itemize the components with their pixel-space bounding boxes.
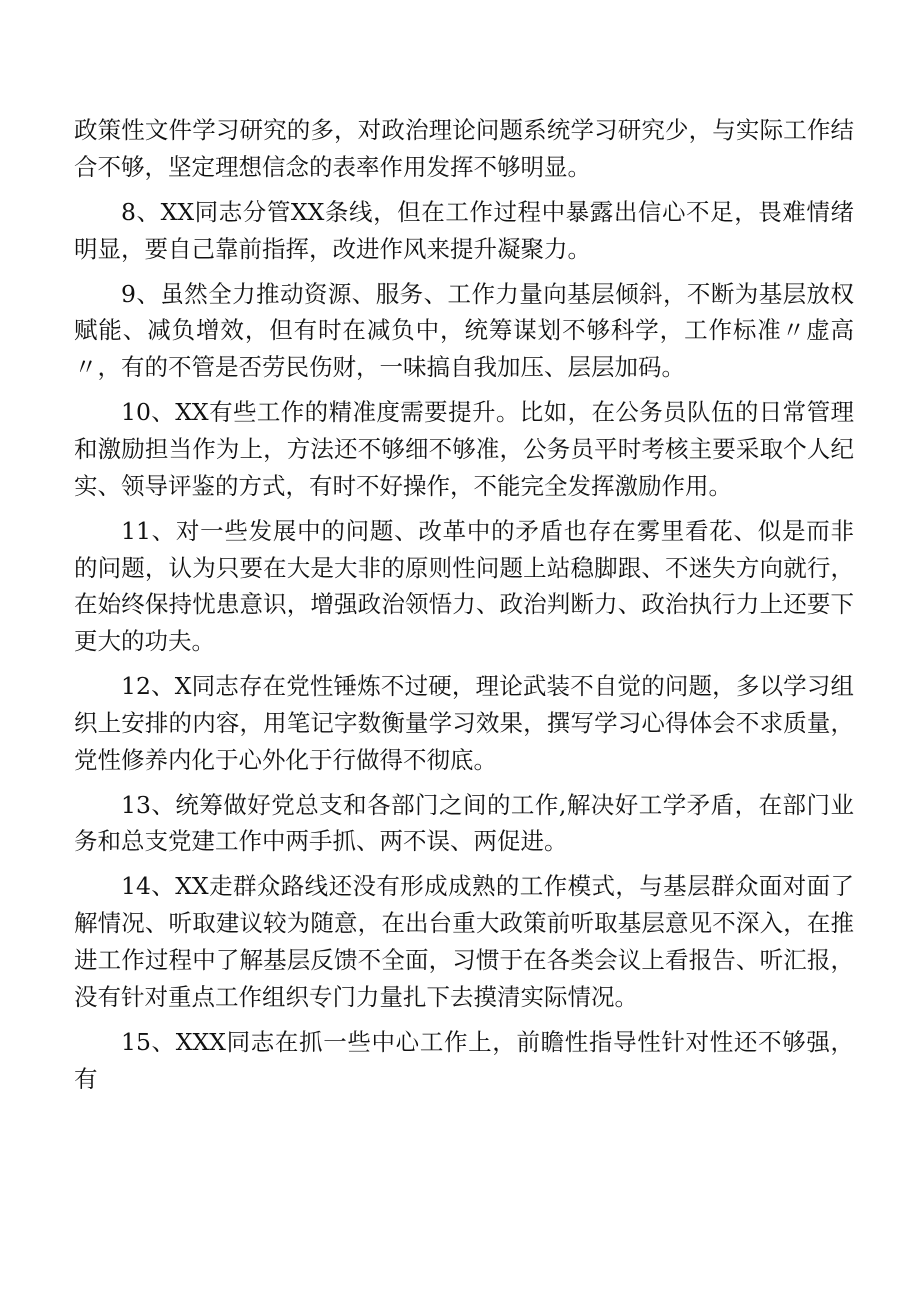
document-body xyxy=(74,112,854,1097)
paragraph-7-continuation: 政策性文件学习研究的多，对政治理论问题系统学习研究少，与实际工作结合不够，坚定理想信念的表率作用发挥不够明显。 xyxy=(74,116,854,181)
paragraph-10: 10、XX有些工作的精准度需要提升。比如，在公务员队伍的日常管理和激励担当作为上，方法还不够细不够准，公务员平时考核主要采取个人纪实、领导评鉴的方式，有时不好操作，不能完全发挥激励作用。 xyxy=(74,398,854,500)
paragraph-14: 14、XX走群众路线还没有形成成熟的工作模式，与基层群众面对面了解情况、听取建议较为随意，在出台重大政策前听取基层意见不深入，在推进工作过程中了解基层反馈不全面，习惯于在各类会议上看报告、听汇报，没有针对重点工作组织专门力量扎下去摸清实际情况。 xyxy=(74,872,854,1011)
paragraph-15: 15、XXX同志在抓一些中心工作上，前瞻性指导性针对性还不够强，有 xyxy=(74,1027,854,1093)
paragraph-11: 11、对一些发展中的问题、改革中的矛盾也存在雾里看花、似是而非的问题，认为只要在大是大非的原则性问题上站稳脚跟、不迷失方向就行，在始终保持忧患意识，增强政治领悟力、政治判断力、政治执行力上还要下更大的功夫。 xyxy=(74,516,854,656)
paragraph-8: 8、XX同志分管XX条线，但在工作过程中暴露出信心不足，畏难情绪明显，要自己靠前指挥，改进作风来提升凝聚力。 xyxy=(74,197,854,263)
paragraph-9: 9、虽然全力推动资源、服务、工作力量向基层倾斜，不断为基层放权赋能、减负增效，但有时在减负中，统筹谋划不够科学，工作标准〃虚高〃，有的不管是否劳民伤财，一味搞自我加压、层层加码。 xyxy=(74,279,854,382)
paragraph-13: 13、统筹做好党总支和各部门之间的工作,解决好工学矛盾，在部门业务和总支党建工作中两手抓、两不误、两促进。 xyxy=(74,790,854,856)
paragraph-12: 12、X同志存在党性锤炼不过硬，理论武装不自觉的问题，多以学习组织上安排的内容，用笔记字数衡量学习效果，撰写学习心得体会不求质量，党性修养内化于心外化于行做得不彻底。 xyxy=(74,672,854,774)
